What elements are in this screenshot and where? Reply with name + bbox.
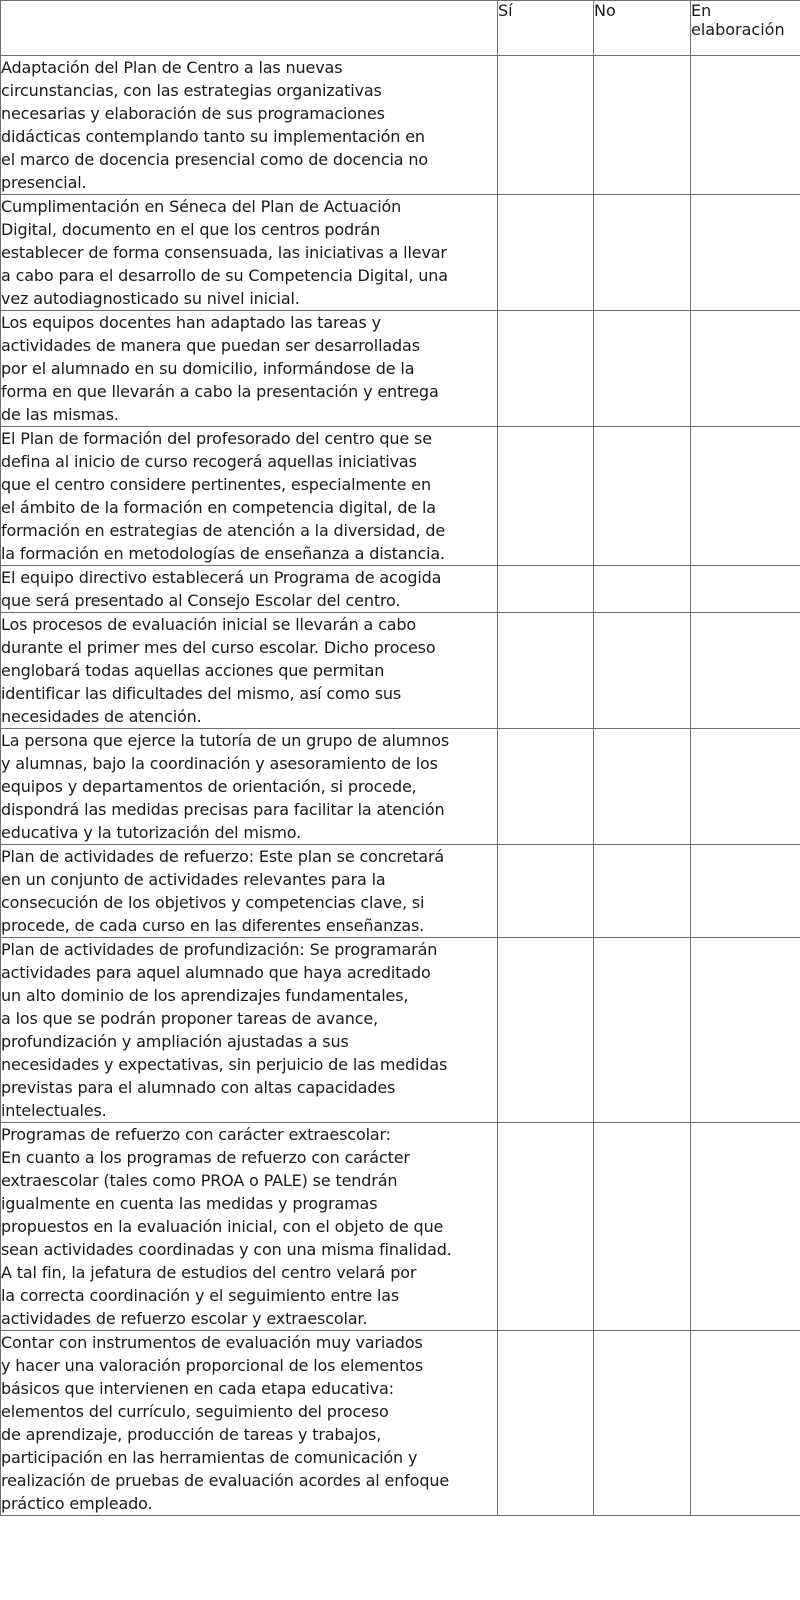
answer-cell-no[interactable] — [594, 195, 691, 311]
answer-cell-yes[interactable] — [498, 729, 594, 845]
answer-cell-yes[interactable] — [498, 938, 594, 1123]
criterion-text — [1, 311, 498, 427]
criterion-text-line: En cuanto a los programas de refuerzo con carácter — [1, 1148, 410, 1167]
criterion-text-line: que el centro considere pertinentes, especialmente en — [1, 475, 431, 494]
criterion-text-line: elementos del currículo, seguimiento del proceso — [1, 1402, 389, 1421]
criterion-text — [1, 1123, 498, 1331]
criterion-text — [1, 845, 498, 938]
criterion-text — [1, 56, 498, 195]
answer-cell-no[interactable] — [594, 427, 691, 566]
table-row — [1, 311, 800, 427]
criterion-text-line: equipos y departamentos de orientación, si procede, — [1, 777, 417, 796]
criterion-text-line: circunstancias, con las estrategias organizativas — [1, 81, 382, 100]
answer-cell-no[interactable] — [594, 311, 691, 427]
answer-cell-yes[interactable] — [498, 195, 594, 311]
criterion-text-line: y alumnas, bajo la coordinación y asesoramiento de los — [1, 754, 438, 773]
answer-cell-yes[interactable] — [498, 1123, 594, 1331]
answer-cell-yes[interactable] — [498, 566, 594, 613]
table-row — [1, 845, 800, 938]
criterion-text-line: el marco de docencia presencial como de docencia no — [1, 150, 429, 169]
criterion-text — [1, 1331, 498, 1516]
answer-cell-yes[interactable] — [498, 845, 594, 938]
answer-cell-no[interactable] — [594, 613, 691, 729]
criterion-text-line: consecución de los objetivos y competencias clave, si — [1, 893, 425, 912]
criterion-text-line: Digital, documento en el que los centros podrán — [1, 220, 381, 239]
answer-cell-no[interactable] — [594, 566, 691, 613]
criterion-text-line: presencial. — [1, 173, 87, 192]
criterion-text-line: forma en que llevarán a cabo la presentación y entrega — [1, 382, 439, 401]
header-yes: Sí — [498, 1, 594, 56]
criterion-text — [1, 427, 498, 566]
criterion-text-line: propuestos en la evaluación inicial, con el objeto de que — [1, 1217, 444, 1236]
criterion-text-line: educativa y la tutorización del mismo. — [1, 823, 302, 842]
criterion-text — [1, 566, 498, 613]
criterion-text-line: El Plan de formación del profesorado del centro que se — [1, 429, 432, 448]
criterion-text-line: extraescolar (tales como PROA o PALE) se tendrán — [1, 1171, 398, 1190]
answer-cell-yes[interactable] — [498, 427, 594, 566]
table-header-row — [1, 1, 800, 56]
criterion-text-line: en un conjunto de actividades relevantes para la — [1, 870, 386, 889]
answer-cell-no[interactable] — [594, 56, 691, 195]
answer-cell-in-progress[interactable] — [691, 427, 800, 566]
answer-cell-in-progress[interactable] — [691, 566, 800, 613]
criterion-text — [1, 729, 498, 845]
criterion-text-line: actividades para aquel alumnado que haya acreditado — [1, 963, 431, 982]
criterion-text-line: realización de pruebas de evaluación acordes al enfoque — [1, 1471, 450, 1490]
criterion-text-line: de las mismas. — [1, 405, 119, 424]
criterion-text — [1, 195, 498, 311]
criterion-text-line: el ámbito de la formación en competencia digital, de la — [1, 498, 436, 517]
answer-cell-yes[interactable] — [498, 311, 594, 427]
criterion-text-line: dispondrá las medidas precisas para facilitar la atención — [1, 800, 445, 819]
criterion-text — [1, 938, 498, 1123]
criterion-text — [1, 613, 498, 729]
answer-cell-in-progress[interactable] — [691, 56, 800, 195]
answer-cell-in-progress[interactable] — [691, 729, 800, 845]
criterion-text-line: englobará todas aquellas acciones que permitan — [1, 661, 385, 680]
criterion-text-line: necesidades de atención. — [1, 707, 202, 726]
answer-cell-in-progress[interactable] — [691, 1123, 800, 1331]
criterion-text-line: de aprendizaje, producción de tareas y trabajos, — [1, 1425, 382, 1444]
criterion-text-line: defina al inicio de curso recogerá aquellas iniciativas — [1, 452, 417, 471]
criterion-text-line: Adaptación del Plan de Centro a las nuevas — [1, 58, 343, 77]
criterion-text-line: un alto dominio de los aprendizajes fundamentales, — [1, 986, 409, 1005]
criterion-text-line: a los que se podrán proponer tareas de avance, — [1, 1009, 379, 1028]
table-row — [1, 427, 800, 566]
answer-cell-in-progress[interactable] — [691, 311, 800, 427]
criterion-text-line: identificar las dificultades del mismo, así como sus — [1, 684, 402, 703]
header-in-progress — [691, 1, 800, 56]
table-row — [1, 1123, 800, 1331]
answer-cell-in-progress[interactable] — [691, 1331, 800, 1516]
answer-cell-in-progress[interactable] — [691, 938, 800, 1123]
criterion-text-line: por el alumnado en su domicilio, informándose de la — [1, 359, 415, 378]
criterion-text-line: formación en estrategias de atención a la diversidad, de — [1, 521, 446, 540]
header-no: No — [594, 1, 691, 56]
answer-cell-yes[interactable] — [498, 613, 594, 729]
table-row — [1, 613, 800, 729]
criterion-text-line: Plan de actividades de profundización: Se programarán — [1, 940, 438, 959]
answer-cell-no[interactable] — [594, 1123, 691, 1331]
criterion-text-line: Programas de refuerzo con carácter extraescolar: — [1, 1125, 391, 1144]
criterion-text-line: establecer de forma consensuada, las iniciativas a llevar — [1, 243, 447, 262]
header-blank-cell — [1, 1, 498, 56]
criterion-text-line: intelectuales. — [1, 1101, 107, 1120]
criterion-text-line: profundización y ampliación ajustadas a sus — [1, 1032, 349, 1051]
answer-cell-no[interactable] — [594, 938, 691, 1123]
answer-cell-no[interactable] — [594, 729, 691, 845]
criterion-text-line: A tal fin, la jefatura de estudios del centro velará por — [1, 1263, 417, 1282]
criterion-text-line: igualmente en cuenta las medidas y programas — [1, 1194, 378, 1213]
criterion-text-line: necesidades y expectativas, sin perjuicio de las medidas — [1, 1055, 448, 1074]
criterion-text-line: Cumplimentación en Séneca del Plan de Actuación — [1, 197, 402, 216]
criterion-text-line: vez autodiagnosticado su nivel inicial. — [1, 289, 300, 308]
table-body — [1, 56, 800, 1516]
answer-cell-in-progress[interactable] — [691, 845, 800, 938]
table-row — [1, 566, 800, 613]
criterion-text-line: procede, de cada curso en las diferentes enseñanzas. — [1, 916, 425, 935]
criterion-text-line: la correcta coordinación y el seguimiento entre las — [1, 1286, 400, 1305]
criterion-text-line: sean actividades coordinadas y con una misma finalidad. — [1, 1240, 452, 1259]
answer-cell-in-progress[interactable] — [691, 195, 800, 311]
criterion-text-line: y hacer una valoración proporcional de los elementos — [1, 1356, 424, 1375]
criterion-text-line: previstas para el alumnado con altas capacidades — [1, 1078, 396, 1097]
criterion-text-line: durante el primer mes del curso escolar. Dicho proceso — [1, 638, 436, 657]
criterion-text-line: a cabo para el desarrollo de su Competencia Digital, una — [1, 266, 448, 285]
criterion-text-line: la formación en metodologías de enseñanza a distancia. — [1, 544, 445, 563]
criterion-text-line: actividades de refuerzo escolar y extraescolar. — [1, 1309, 368, 1328]
criterion-text-line: El equipo directivo establecerá un Programa de acogida — [1, 568, 442, 587]
criterion-text-line: práctico empleado. — [1, 1494, 153, 1513]
criterion-text-line: participación en las herramientas de comunicación y — [1, 1448, 418, 1467]
header-in-progress-line1: En — [691, 1, 712, 20]
answer-cell-no[interactable] — [594, 1331, 691, 1516]
header-in-progress-line2: elaboración — [691, 20, 785, 39]
criterion-text-line: didácticas contemplando tanto su implementación en — [1, 127, 425, 146]
table-row — [1, 729, 800, 845]
answer-cell-yes[interactable] — [498, 56, 594, 195]
answer-cell-in-progress[interactable] — [691, 613, 800, 729]
criterion-text-line: Los procesos de evaluación inicial se llevarán a cabo — [1, 615, 417, 634]
criterion-text-line: necesarias y elaboración de sus programaciones — [1, 104, 385, 123]
criterion-text-line: Contar con instrumentos de evaluación muy variados — [1, 1333, 423, 1352]
criterion-text-line: que será presentado al Consejo Escolar del centro. — [1, 591, 401, 610]
table-row — [1, 195, 800, 311]
criterion-text-line: Los equipos docentes han adaptado las tareas y — [1, 313, 381, 332]
criterion-text-line: La persona que ejerce la tutoría de un grupo de alumnos — [1, 731, 450, 750]
criterion-text-line: Plan de actividades de refuerzo: Este plan se concretará — [1, 847, 445, 866]
table-row — [1, 1331, 800, 1516]
criterion-text-line: básicos que intervienen en cada etapa educativa: — [1, 1379, 394, 1398]
table-row — [1, 56, 800, 195]
answer-cell-yes[interactable] — [498, 1331, 594, 1516]
answer-cell-no[interactable] — [594, 845, 691, 938]
table-row — [1, 938, 800, 1123]
criterion-text-line: actividades de manera que puedan ser desarrolladas — [1, 336, 420, 355]
